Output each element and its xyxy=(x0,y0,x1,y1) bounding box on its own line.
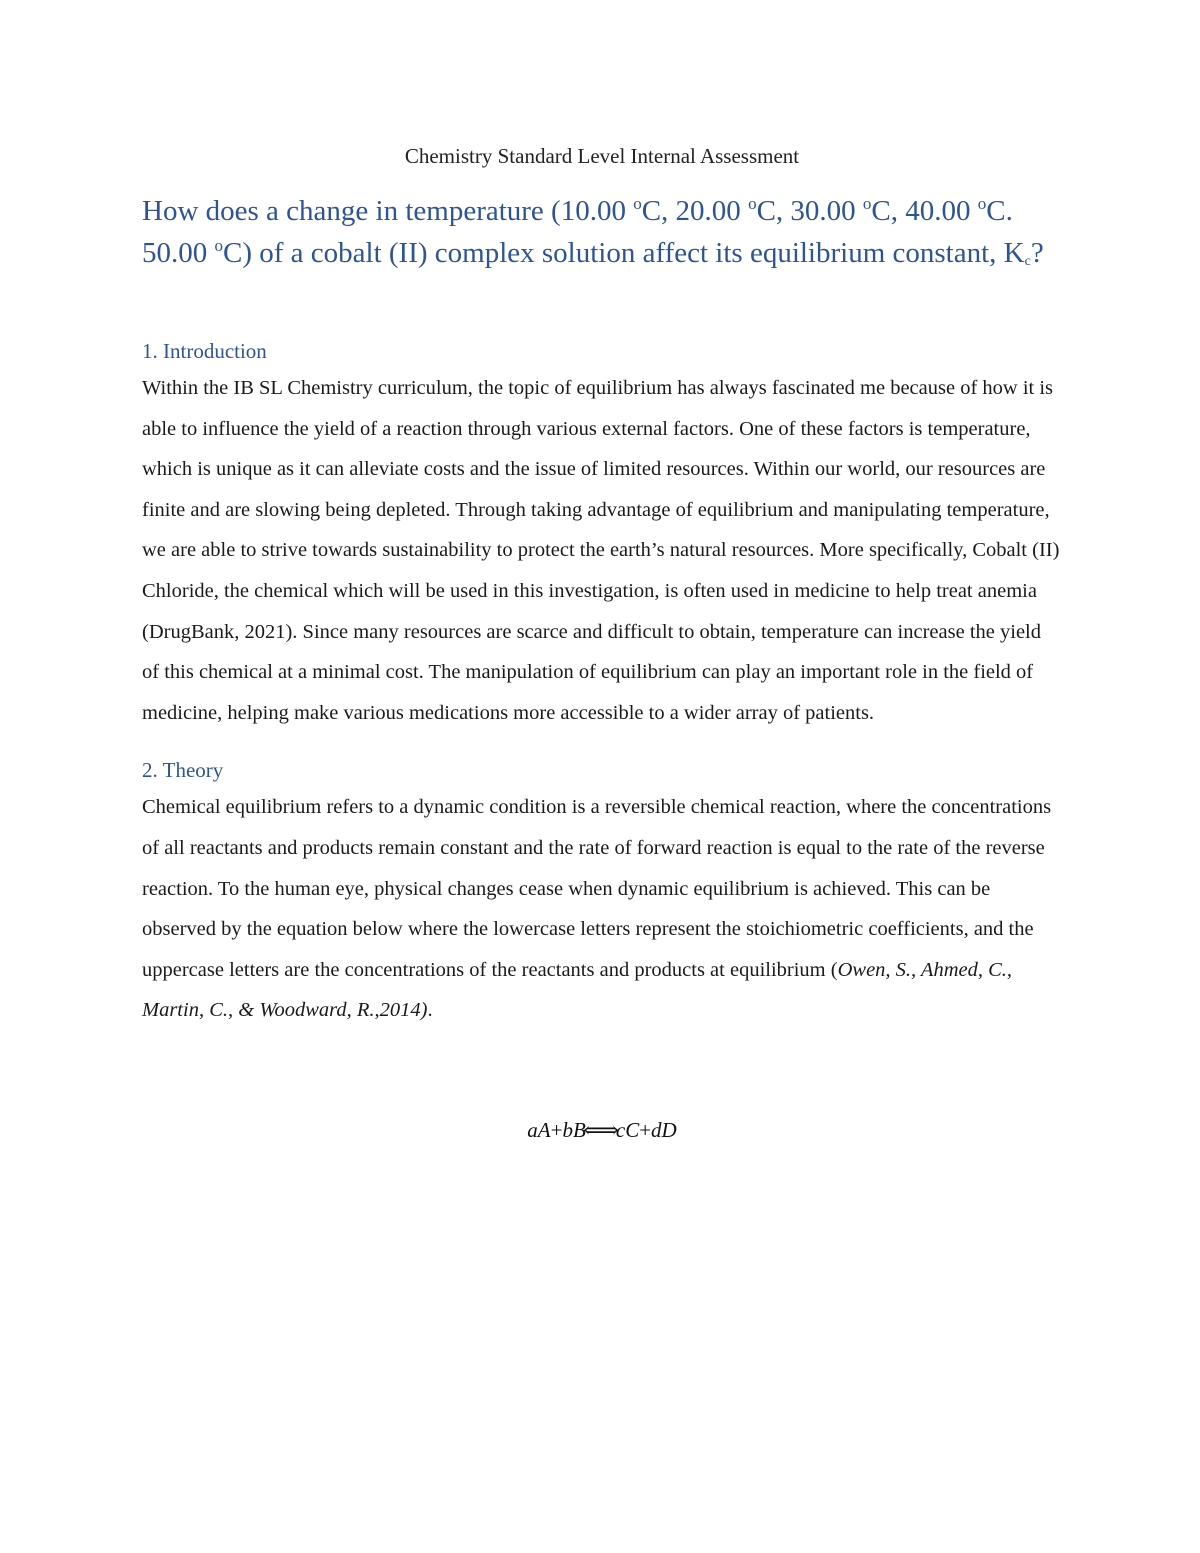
equilibrium-equation xyxy=(142,1115,1062,1145)
degree-symbol-4: o xyxy=(977,194,987,213)
equation-plus-1: + xyxy=(550,1117,563,1142)
degree-symbol-5: o xyxy=(214,236,223,255)
degree-symbol-3: o xyxy=(862,194,872,213)
introduction-paragraph: Within the IB SL Chemistry curriculum, the topic of equilibrium has always fascinated me because of how it is able to influence the yield of a reaction through various external factors. One of these factors is temperature, which is unique as it can alleviate costs and the issue of limited resources. Within our world, our resources are finite and are slowing being depleted. Through taking advantage of equilibrium and manipulating temperature, we are able to strive towards sustainability to protect the earth’s natural resources. More specifically, Cobalt (II) Chloride, the chemical which will be used in this investigation, is often used in medicine to help treat anemia (DrugBank, 2021). Since many resources are scarce and difficult to obtain, temperature can increase the yield of this chemical at a minimal cost. The manipulation of equilibrium can play an important role in the field of medicine, helping make various medications more accessible to a wider array of patients. xyxy=(142,377,1060,724)
equation-term-a: aA xyxy=(527,1117,551,1142)
kc-subscript: c xyxy=(1024,254,1031,269)
research-question xyxy=(142,190,1062,274)
equation-term-d: dD xyxy=(651,1117,677,1142)
question-text-6: C) of a cobalt (II) complex solution affect its equilibrium constant, K xyxy=(223,237,1025,269)
theory-citation: Owen, S., Ahmed, C., Martin, C., & Woodward, R.,2014) xyxy=(142,958,1013,1022)
question-text-7: ? xyxy=(1030,237,1044,269)
theory-text: Chemical equilibrium refers to a dynamic condition is a reversible chemical reaction, where the concentrations of all reactants and products remain constant and the rate of forward reaction is equal to the rate of the reverse reaction. To the human eye, physical changes cease when dynamic equilibrium is achieved. This can be observed by the equation below where the lowercase letters represent the stoichiometric coefficients, and the uppercase letters are the concentrations of the reactants and products at equilibrium ( xyxy=(142,796,1052,981)
question-text-2: C, 20.00 xyxy=(641,195,749,227)
equation-plus-2: + xyxy=(639,1117,652,1142)
equation-term-c: cC xyxy=(615,1117,640,1142)
question-text-1: How does a change in temperature (10.00 xyxy=(142,195,634,227)
question-text-3: C, 30.00 xyxy=(756,195,863,227)
document-content xyxy=(142,140,1062,1145)
degree-symbol-2: o xyxy=(748,194,757,213)
equation-term-b: bB xyxy=(562,1117,586,1142)
introduction-heading: 1. Introduction xyxy=(142,339,267,363)
equilibrium-arrow-icon: ⟺ xyxy=(582,1117,619,1142)
question-text-5: C. 50.00 xyxy=(142,195,1013,269)
question-text-4: C, 40.00 xyxy=(871,195,978,227)
document-title: Chemistry Standard Level Internal Assessment xyxy=(404,144,800,168)
theory-paragraph xyxy=(142,787,1062,1031)
theory-heading: 2. Theory xyxy=(142,758,224,783)
theory-end: . xyxy=(427,999,433,1022)
degree-symbol-1: o xyxy=(633,194,642,213)
